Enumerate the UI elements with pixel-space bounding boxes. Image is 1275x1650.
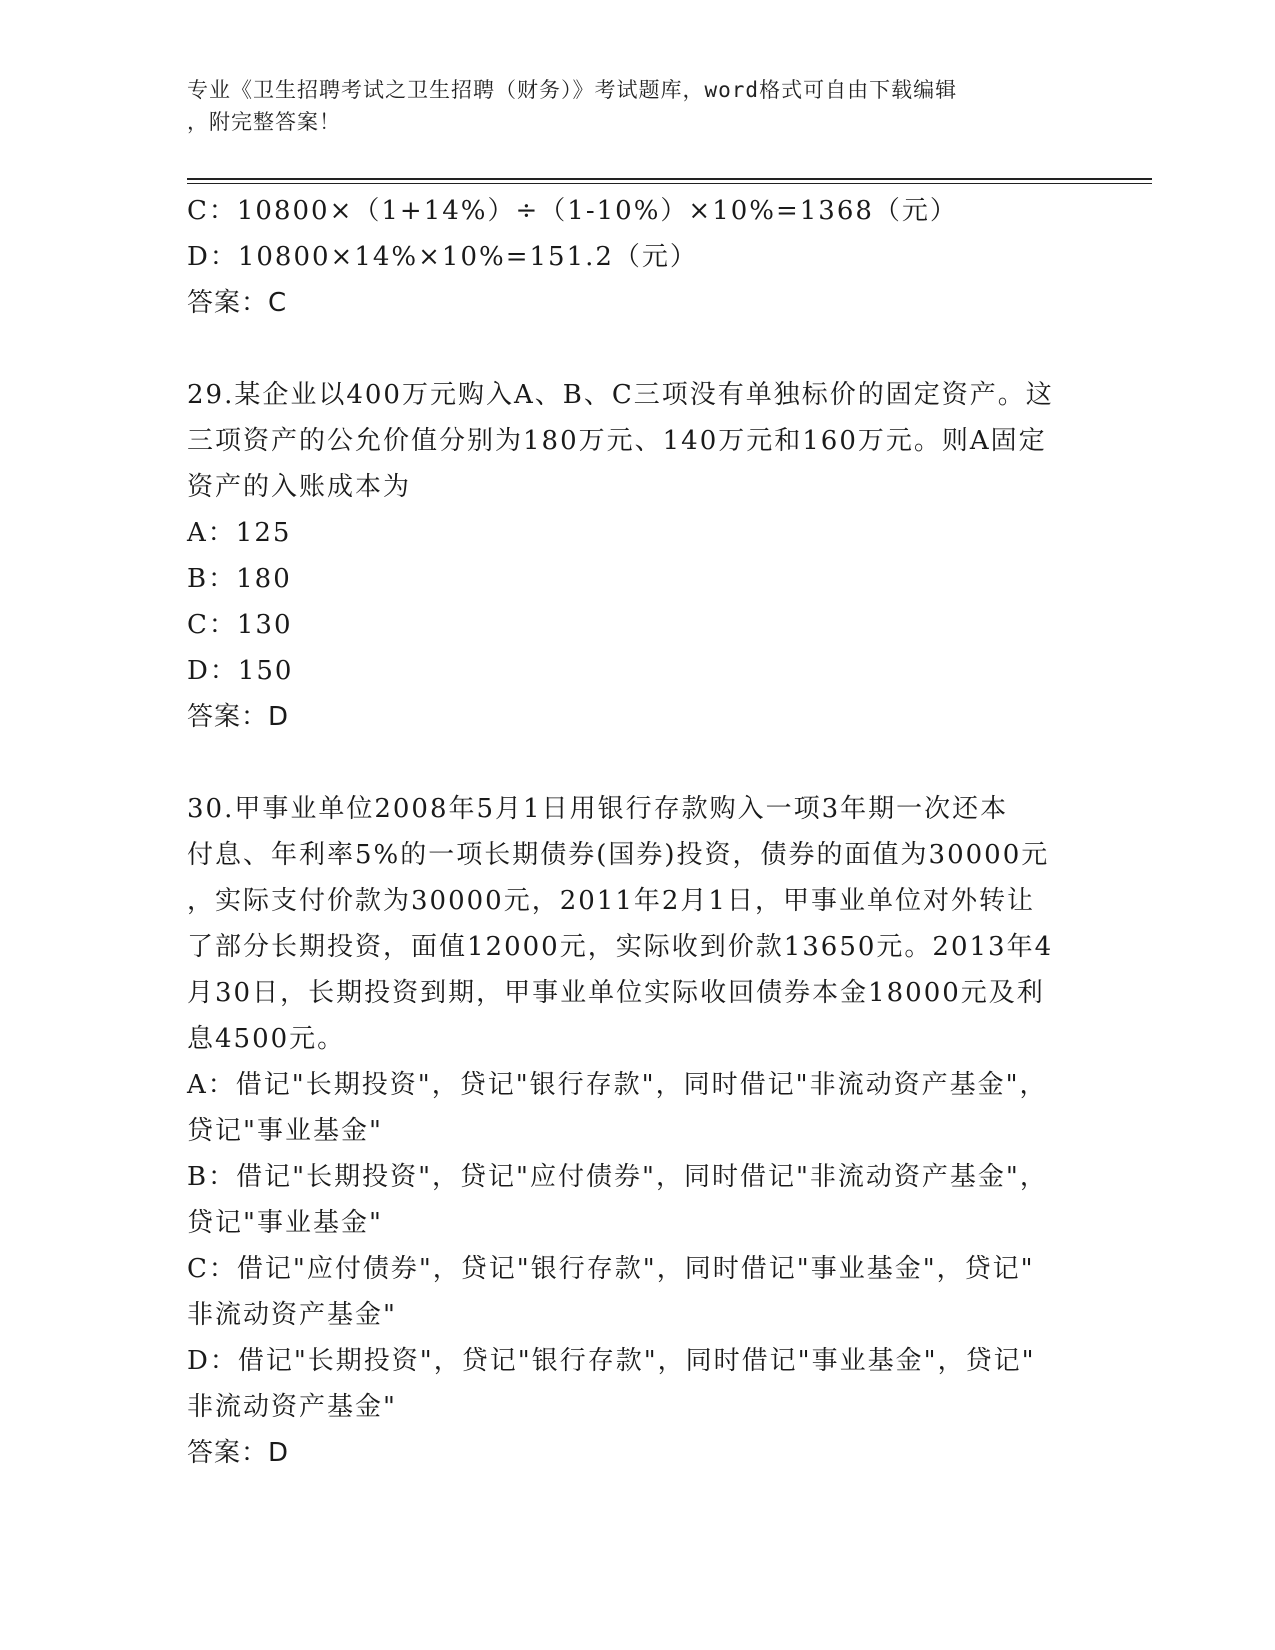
option-a: A：借记"长期投资"，贷记"银行存款"，同时借记"非流动资产基金"，	[187, 1070, 1048, 1100]
option-c: C：130	[187, 610, 293, 640]
question-content	[187, 188, 1087, 1476]
spacer	[187, 326, 1087, 372]
answer-line: 答案：D	[187, 702, 290, 732]
option-c-continued: 非流动资产基金"	[187, 1300, 397, 1330]
question-stem-line: 了部分长期投资，面值12000元，实际收到价款13650元。2013年4	[187, 932, 1054, 962]
header-divider-thin	[187, 183, 1152, 184]
option-d: D：150	[187, 656, 294, 686]
option-b: B：借记"长期投资"，贷记"应付债券"，同时借记"非流动资产基金"，	[187, 1162, 1048, 1192]
option-c: C：10800×（1+14%）÷（1-10%）×10%=1368（元）	[187, 196, 958, 226]
question-stem-line: 29.某企业以400万元购入A、B、C三项没有单独标价的固定资产。这	[187, 380, 1054, 410]
previous-question-tail	[187, 188, 1087, 326]
option-d: D：借记"长期投资"，贷记"银行存款"，同时借记"事业基金"，贷记"	[187, 1346, 1036, 1376]
document-header	[187, 74, 1087, 138]
question-29	[187, 372, 1087, 740]
question-stem-line: 30.甲事业单位2008年5月1日用银行存款购入一项3年期一次还本	[187, 794, 1009, 824]
question-stem-line: 三项资产的公允价值分别为180万元、140万元和160万元。则A固定	[187, 426, 1047, 456]
question-stem-line: 月30日，长期投资到期，甲事业单位实际收回债券本金18000元及利	[187, 978, 1045, 1008]
answer-line: 答案：D	[187, 1438, 290, 1468]
question-stem-line: 息4500元。	[187, 1024, 346, 1054]
header-divider-thick	[187, 178, 1152, 180]
answer-line: 答案：C	[187, 288, 288, 318]
header-line-1: 专业《卫生招聘考试之卫生招聘（财务）》考试题库，word格式可自由下载编辑	[187, 78, 958, 102]
option-c: C：借记"应付债券"，贷记"银行存款"，同时借记"事业基金"，贷记"	[187, 1254, 1035, 1284]
question-30	[187, 786, 1087, 1476]
option-a-continued: 贷记"事业基金"	[187, 1116, 383, 1146]
question-stem-line: 付息、年利率5%的一项长期债券(国券)投资，债券的面值为30000元	[187, 840, 1050, 870]
option-d-continued: 非流动资产基金"	[187, 1392, 397, 1422]
option-a: A：125	[187, 518, 292, 548]
option-b: B：180	[187, 564, 292, 594]
option-b-continued: 贷记"事业基金"	[187, 1208, 383, 1238]
question-stem-line: ，实际支付价款为30000元，2011年2月1日，甲事业单位对外转让	[187, 886, 1035, 916]
option-d: D：10800×14%×10%=151.2（元）	[187, 242, 698, 272]
header-line-2: ，附完整答案！	[187, 110, 341, 134]
spacer	[187, 740, 1087, 786]
question-stem-line: 资产的入账成本为	[187, 472, 412, 502]
